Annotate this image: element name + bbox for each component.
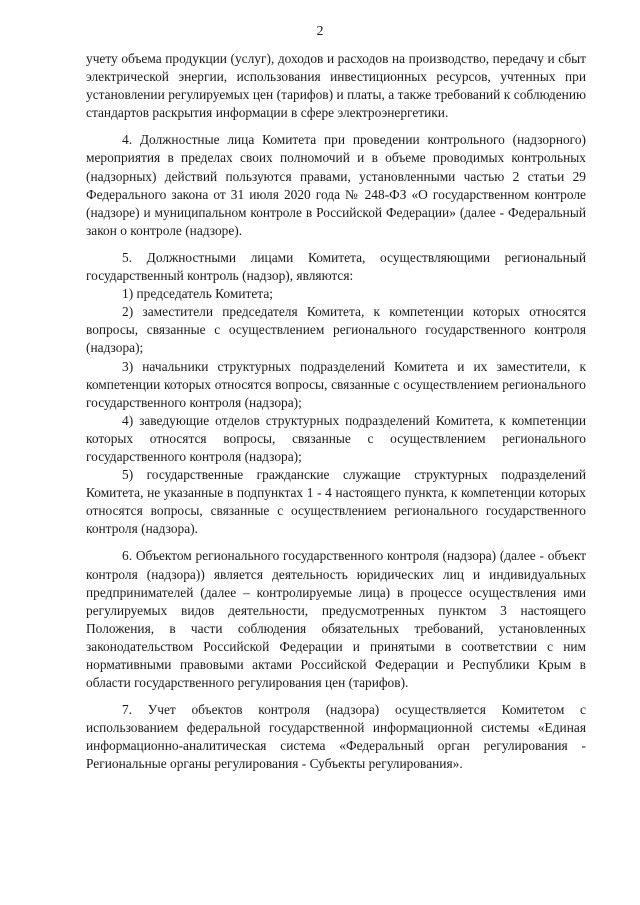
paragraph-5-item-5: 5) государственные гражданские служащие структурных подразделений Комитета, не указанные в подпунктах 1 - 4 настоящего пункта, к компетенции которых относятся вопросы, связанные с осуществлением регионального государственного контроля (надзора). bbox=[86, 467, 586, 537]
paragraph-5-item-1: 1) председатель Комитета; bbox=[122, 286, 273, 302]
paragraph-5-item-4: 4) заведующие отделов структурных подразделений Комитета, к компетенции которых относятся вопросы, связанные с осуществлением регионального государственного контроля (надзора); bbox=[86, 412, 586, 464]
document-body bbox=[86, 50, 586, 774]
paragraph-5: 5. Должностными лицами Комитета, осуществляющими региональный государственный контроль (надзор), являются: bbox=[86, 249, 586, 284]
paragraph-4: 4. Должностные лица Комитета при проведении контрольного (надзорного) мероприятия в пределах своих полномочий и в объеме проводимых контрольных (надзорных) действий пользуются правами, установленными частью 2 статьи 29 Федерального закона от 31 июля 2020 года № 248-ФЗ «О государственном контроле (надзоре) и муниципальном контроле в Российской Федерации» (далее - Федеральный закон о контроле (надзоре). bbox=[86, 132, 586, 238]
paragraph-6: 6. Объектом регионального государственного контроля (надзора) (далее - объект контроля (надзора)) является деятельность юридических лиц и индивидуальных предпринимателей (далее – контролируемые лица) в процессе осуществления ими регулируемых видов деятельности, предусмотренных пунктом 3 настоящего Положения, в части соблюдения обязательных требований, установленных законодательством Российской Федерации и принятыми в соответствии с ним нормативными правовыми актами Российской Федерации и Республики Крым в области государственного регулирования цен (тарифов). bbox=[86, 548, 586, 691]
page-number: 2 bbox=[316, 24, 324, 39]
paragraph-5-item-2: 2) заместители председателя Комитета, к компетенции которых относятся вопросы, связанные с осуществлением регионального государственного контроля (надзора); bbox=[86, 304, 586, 356]
paragraph-continuation: учету объема продукции (услуг), доходов и расходов на производство, передачу и сбыт электрической энергии, использования инвестиционных ресурсов, учтенных при установлении регулируемых цен (тарифов) и платы, а также требований к соблюдению стандартов раскрытия информации в сфере электроэнергетики. bbox=[86, 51, 586, 121]
paragraph-7: 7. Учет объектов контроля (надзора) осуществляется Комитетом с использованием федеральной государственной информационной системы «Единая информационно-аналитическая система «Федеральный орган регулирования - Региональные органы регулирования - Субъекты регулирования». bbox=[86, 702, 586, 772]
paragraph-5-item-3: 3) начальники структурных подразделений Комитета и их заместители, к компетенции которых относятся вопросы, связанные с осуществлением регионального государственного контроля (надзора); bbox=[86, 358, 586, 410]
